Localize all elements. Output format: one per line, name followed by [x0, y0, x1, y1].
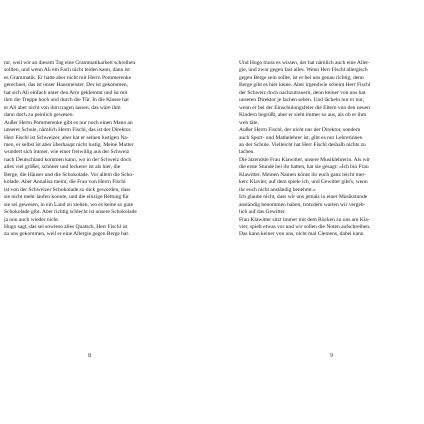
text-line: die erste Stunde bei ihr hatten, hat sie gesagt: »Ich bin Frau — [239, 164, 369, 171]
text-line: Und Hugo muss es wissen, der hat nämlich auch eine Aller- — [239, 60, 370, 66]
text-line: ja nun auch wieder nicht. — [4, 216, 60, 223]
text-line: zu uns gekommen, weil er eine Allergie gegen Berge hat. — [4, 231, 130, 238]
text-line: Herr Fischl ist Schweizer, aber hat er seinen lustigen Na- — [4, 134, 129, 141]
text-line: wenn er bei der Einschulungsfeier die Eltern von den neuen — [239, 104, 370, 111]
text-line: nach Deutschland kommen kann, wo in der Schweiz doch — [4, 156, 132, 163]
text-line: es Grammatik. Er hatte aber nicht mit Herrn Pommerenke — [4, 74, 132, 81]
text-line: weh täte. — [239, 119, 259, 126]
text-line: mr, weil wir an diesem Tag eine Grammatikarbeit schreiben — [4, 60, 136, 66]
text-line: Ich glaube nicht, dass wir uns jemals in einer Musikstunde — [239, 194, 368, 201]
text-line: Außer Herrn Fischl, der nicht nur der Direktor, sondern — [239, 127, 361, 134]
text-line: auch Sport- und Mathelehrer ist, gibt es nur Lehrerinnen — [239, 134, 363, 141]
text-line: vier, spielt etwas vor und wir sollen die Noten aufschreiben. — [239, 223, 371, 230]
text-line: Die ätzendste Frau Klawitter, unsere Musiklehrerin. Als wir — [239, 156, 370, 163]
left-page-number: 8 — [88, 353, 91, 359]
text-line: Frau Klawitter sitzt immer mit dem Rücken zu uns am Kla- — [239, 216, 370, 223]
text-line: sie sei gewesen, in ein Land zu ziehen, wo es keine so gute — [4, 201, 134, 208]
text-line: ihr euch nicht anständig benehmt.« — [239, 186, 316, 193]
text-line: sollten, und wenn Ali ein Fach nicht leiden kann, dann ist — [4, 67, 130, 74]
right-page — [212, 0, 424, 424]
left-page-text — [4, 60, 184, 239]
text-line: unseren Direktor je lachen sehen. Und lächeln nur er nur, — [239, 97, 365, 104]
text-line: er Ali aber nicht von ihm tragen lassen, das wäre ihm — [4, 104, 121, 111]
text-line: Hugo sagt, das sei sowieso alles Quatsch, Herr Fischl ist — [4, 223, 128, 230]
text-line: anständig benommen haben, trotzdem warten wir vergeb- — [239, 201, 366, 208]
text-line: Klawitter. Meinen Namen könnt ihr euch ganz leicht mer- — [239, 171, 366, 178]
text-line: Berge, die Häuser und die Schokolade. Vor allem die Scho- — [4, 171, 134, 178]
text-line: wundert sich immer, wie einer freiwillig aus der Schweiz — [4, 149, 130, 156]
text-line: Berge gibt es hier keine. Aber irgendwie scheint Herr Fischl — [239, 82, 371, 89]
text-line: ken: Klavier, auf dem spiele ich, und Gewitter gibt's, wenn — [239, 179, 368, 186]
text-line: der Schweiz doch nachzutrauern, denn keiner von uns hat — [239, 89, 366, 96]
right-page-text — [239, 60, 420, 239]
text-line: Schokolade gibt. Aber richtig schlecht ist unsere Schokolade — [4, 209, 137, 216]
text-line: gerechnet, das ist unser Hausmeister. Der ist gekommen, — [4, 82, 129, 89]
right-page-number: 9 — [330, 353, 333, 359]
text-line: gie, und zwar gegen fast alles. Wenn Herr Fischl allergisch — [239, 67, 368, 74]
text-line: hat sich Ali einfach unter den Arm geklemmt und ist mit — [4, 89, 128, 96]
text-line: lich auf das Gewitter. — [239, 209, 286, 216]
text-line: unserer Schule, nämlich Herrn Fischl, das ist der Direktor. — [4, 127, 132, 134]
text-line: Das kann keiner von uns, nicht mal Clemens, dabei kann — [239, 231, 364, 238]
text-line: Außer Herrn Pommerenke gibt es nur noch einen Mann an — [4, 119, 133, 126]
text-line: an der Schule. Vielleicht hat Herr Fischl deshalb nichts zu — [239, 141, 366, 148]
text-line: lachen. — [239, 149, 255, 156]
text-line: Kindern begrüßt, aber er sieht immer so aus, als ob er ihm — [239, 112, 367, 119]
text-line: dann doch zu peinlich gewesen. — [4, 112, 74, 119]
text-line: gegen Berge sein sollte, ist er bei uns genau richtig, denn — [239, 74, 364, 81]
text-line: ist von der Schweizer Schokolade so dick geworden, dass — [4, 186, 131, 193]
text-line: men, er selbst ist aber überhaupt nicht lustig. Meine Mutter — [4, 141, 134, 148]
text-line: sie nicht mehr laufen konnte, und die einzige Rettung für — [4, 194, 129, 201]
text-line: kolade. Aber Annalisa meint, die Frau von Herrn Fischl — [4, 179, 126, 186]
text-line: alles viel größer, schöner und leckerer ist als hier, die — [4, 164, 121, 171]
text-line: ihm die Treppe hoch und durch die Tür. In die Klasse hat — [4, 97, 129, 104]
